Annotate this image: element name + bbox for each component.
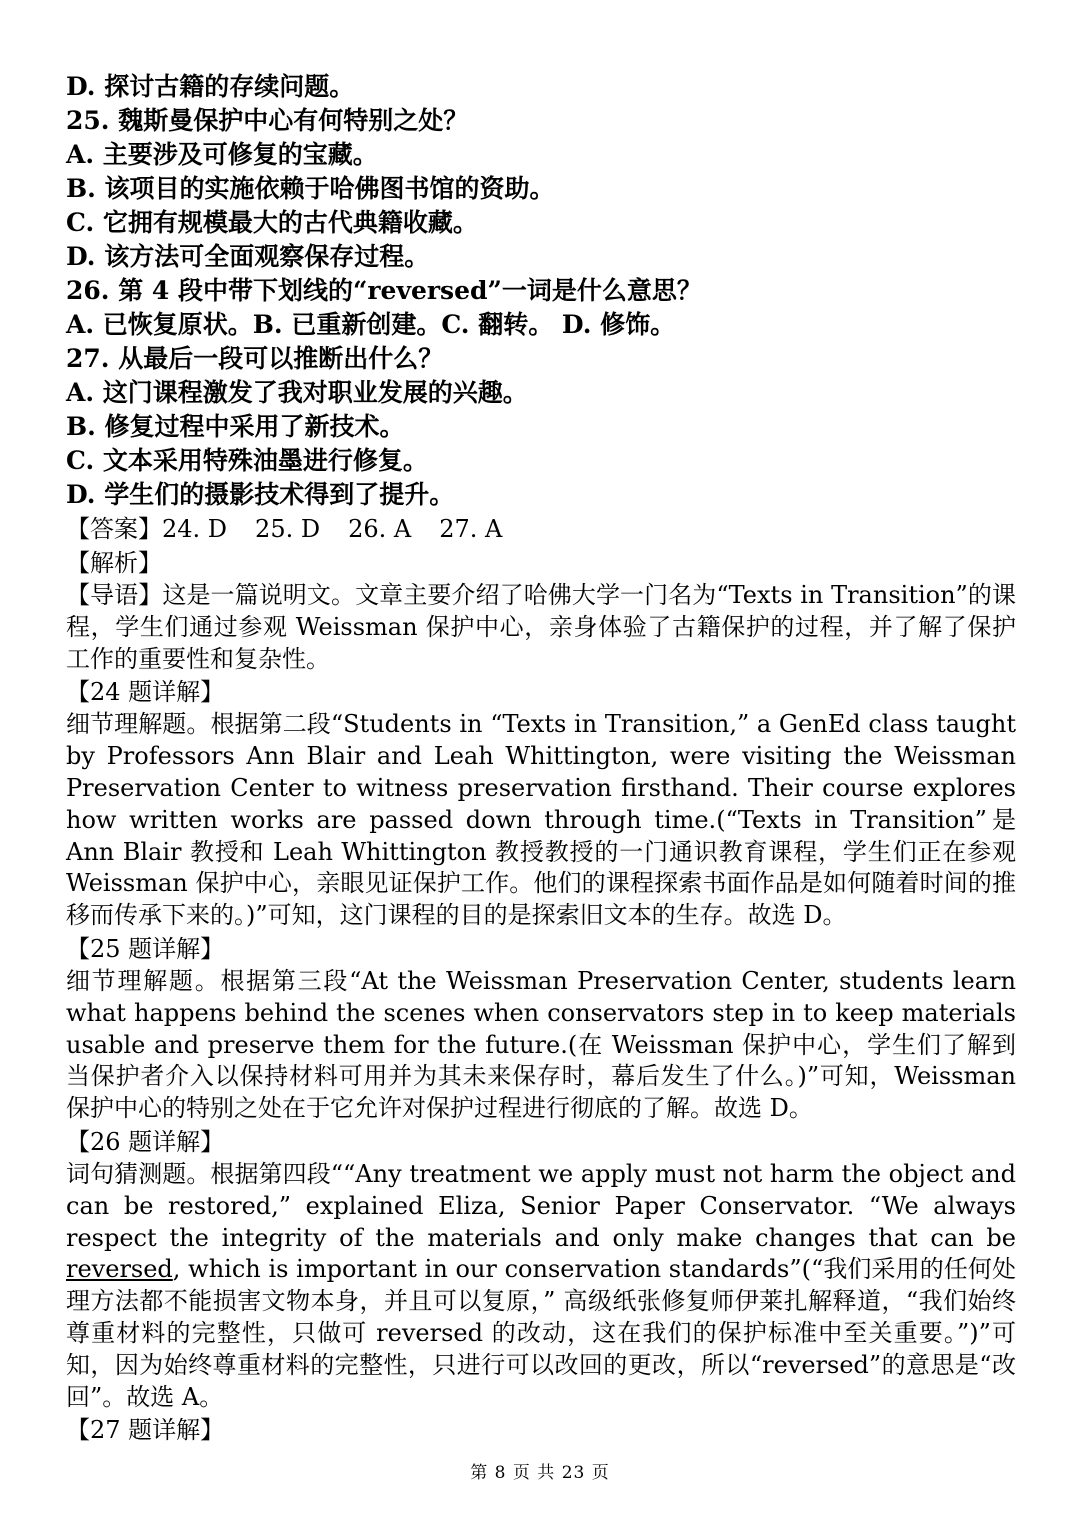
intro-text: 这是一篇说明文。文章主要介绍了哈佛大学一门名为“Texts in Transition”的课程，学生们通过参观 Weissman 保护中心，亲身体验了古籍保护的过程，并了解了保护工作的重要性和复杂性。 [66,581,1016,673]
detail-25-text: 细节理解题。根据第三段“At the Weissman Preservation Center, students learn what happens behind the scenes when conservators step in to keep materials usable and preserve them for the future.(在 Weissman 保护中心，学生们了解到当保护者介入以保持材料可用并为其未来保存时，幕后发生了什么。)”可知，Weissman 保护中心的特别之处在于它允许对保护过程进行彻底的了解。故选 D。 [66,966,1016,1123]
q25-option-c: C. 它拥有规模最大的古代典籍收藏。 [66,208,478,237]
underlined-word: reversed [66,1255,173,1284]
detail-24-heading: 【24 题详解】 [66,678,225,707]
answer-26: 26. A [348,515,412,543]
page-footer: 第 8 页 共 23 页 [470,1463,610,1483]
detail-25-heading: 【25 题详解】 [66,934,225,963]
intro-label: 【导语】 [66,581,163,609]
detail-27-heading: 【27 题详解】 [66,1416,225,1445]
q26-stem: 26. 第 4 段中带下划线的“reversed”一词是什么意思？ [66,276,702,305]
answer-24: 24. D [162,515,228,543]
detail-26-text-before: 词句猜测题。根据第四段““Any treatment we apply must not harm the object and can be restored,” explained Eliza, Senior Paper Conservator. “We always respect the integrity of the materials and only make changes that can be [66,1159,1016,1252]
document-page [66,70,1016,1447]
answer-25: 25. D [255,515,321,543]
answer-line [66,512,1016,546]
detail-26-text [66,1159,1016,1413]
q26-options: A. 已恢复原状。B. 已重新创建。C. 翻转。 D. 修饰。 [66,310,676,339]
q25-option-b: B. 该项目的实施依赖于哈佛图书馆的资助。 [66,174,555,203]
detail-24-text: 细节理解题。根据第二段“Students in “Texts in Transition,” a GenEd class taught by Professors Ann Blair and Leah Whittington, were visiting the Weissman Preservation Center to witness preservation firsthand. Their course explores how written works are passed down through time.(“Texts in Transition”是 Ann Blair 教授和 Leah Whittington 教授教授的一门通识教育课程，学生们正在参观 Weissman 保护中心，亲眼见证保护工作。他们的课程探索书面作品是如何随着时间的推移而传承下来的。)”可知，这门课程的目的是探索旧文本的生存。故选 D。 [66,710,1016,930]
detail-26-heading: 【26 题详解】 [66,1127,225,1156]
q27-option-b: B. 修复过程中采用了新技术。 [66,412,405,441]
answer-27: 27. A [439,515,503,543]
q27-stem: 27. 从最后一段可以推断出什么？ [66,344,444,373]
q25-option-d: D. 该方法可全面观察保存过程。 [66,242,430,271]
q27-option-c: C. 文本采用特殊油墨进行修复。 [66,446,428,475]
detail-26-text-after: , which is important in our conservation standards”(“我们采用的任何处理方法都不能损害文物本身，并且可以复原，” 高级纸张修复师伊莱扎解释道，“我们始终尊重材料的完整性，只做可 reversed 的改动，这在我们的保护标准中至关重要。”)”可知，因为始终尊重材料的完整性，只进行可以改回的更改，所以“reversed”的意思是“改回”。故选 A。 [66,1255,1016,1411]
intro-paragraph [66,580,1016,675]
q27-option-a: A. 这门课程激发了我对职业发展的兴趣。 [66,378,528,407]
q25-stem: 25. 魏斯曼保护中心有何特别之处？ [66,106,469,135]
q27-option-d: D. 学生们的摄影技术得到了提升。 [66,480,455,509]
q25-option-a: A. 主要涉及可修复的宝藏。 [66,140,378,169]
q24-option-d: D. 探讨古籍的存续问题。 [66,72,355,101]
analysis-label: 【解析】 [66,549,162,577]
answer-label: 【答案】 [66,515,162,543]
